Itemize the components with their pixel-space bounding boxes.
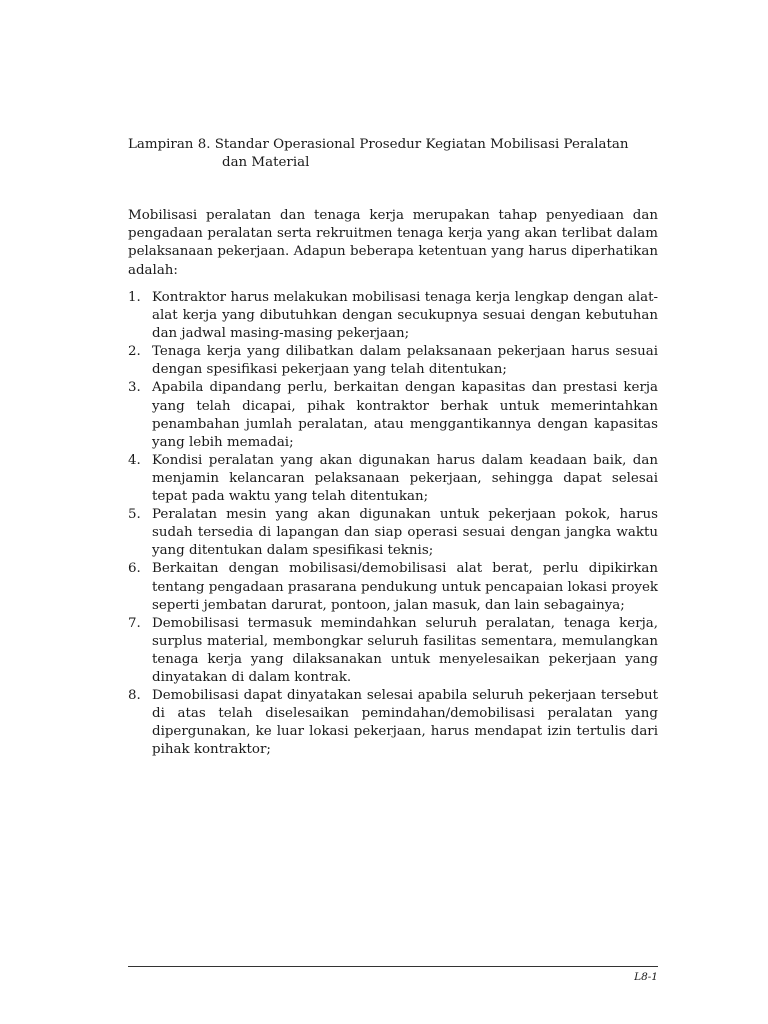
list-item-text: Demobilisasi dapat dinyatakan selesai apabila seluruh pekerjaan tersebut di atas telah diselesaikan pemindahan/demobilisasi peralatan yang dipergunakan, ke luar lokasi pekerjaan, harus mendapat izin tertulis dari pihak kontraktor; — [152, 688, 658, 758]
list-item — [128, 289, 658, 343]
page-number: L8-1 — [634, 971, 658, 983]
document-title — [128, 136, 648, 172]
list-item — [128, 687, 658, 759]
list-item — [128, 379, 658, 451]
list-item-number: 6. — [128, 561, 141, 577]
list-item-number: 4. — [128, 452, 141, 468]
list-item-number: 1. — [128, 290, 141, 305]
list-item — [128, 560, 658, 614]
list-item — [128, 506, 658, 560]
list-item-text: Kontraktor harus melakukan mobilisasi tenaga kerja lengkap dengan alat-alat kerja yang dibutuhkan dengan secukupnya sesuai dengan kebutuhan dan jadwal masing-masing pekerjaan; — [152, 290, 658, 342]
list-item-text: Berkaitan dengan mobilisasi/demobilisasi alat berat, perlu dipikirkan tentang pengadaan prasarana pendukung untuk pencapaian lokasi proyek seperti jembatan darurat, pontoon, jalan masuk, dan lain sebagainya; — [152, 561, 658, 613]
provisions-list — [128, 289, 658, 759]
list-item-text: Peralatan mesin yang akan digunakan untuk pekerjaan pokok, harus sudah tersedia di lapangan dan siap operasi sesuai dengan jangka waktu yang ditentukan dalam spesifikasi teknis; — [152, 507, 658, 559]
list-item — [128, 343, 658, 379]
list-item-text: Tenaga kerja yang dilibatkan dalam pelaksanaan pekerjaan harus sesuai dengan spesifikasi pekerjaan yang telah ditentukan; — [152, 344, 658, 378]
footer-divider — [128, 966, 658, 967]
list-item-text: Kondisi peralatan yang akan digunakan harus dalam keadaan baik, dan menjamin kelancaran pelaksanaan pekerjaan, sehingga dapat selesai tepat pada waktu yang telah ditentukan; — [152, 452, 658, 505]
list-item-number: 3. — [128, 380, 141, 396]
list-item — [128, 452, 658, 506]
list-item-number: 5. — [128, 507, 141, 523]
intro-paragraph: Mobilisasi peralatan dan tenaga kerja merupakan tahap penyediaan dan pengadaan peralatan serta rekruitmen tenaga kerja yang akan terlibat dalam pelaksanaan pekerjaan. Adapun beberapa ketentuan yang harus diperhatikan adalah: — [128, 208, 658, 278]
title-line-2: dan Material — [222, 155, 310, 170]
list-item-number: 2. — [128, 344, 141, 360]
list-item-text: Apabila dipandang perlu, berkaitan dengan kapasitas dan prestasi kerja yang telah dicapai, pihak kontraktor berhak untuk memerintahkan penambahan jumlah peralatan, atau menggantikannya dengan kapasitas yang lebih memadai; — [152, 380, 658, 450]
list-item — [128, 615, 658, 687]
list-item-number: 8. — [128, 688, 141, 704]
title-line-1: Lampiran 8. Standar Operasional Prosedur Kegiatan Mobilisasi Peralatan — [128, 137, 629, 152]
list-item-text: Demobilisasi termasuk memindahkan seluruh peralatan, tenaga kerja, surplus material, membongkar seluruh fasilitas sementara, memulangkan tenaga kerja yang dilaksanakan untuk menyelesaikan pekerjaan yang dinyatakan di dalam kontrak. — [152, 615, 658, 685]
list-item-number: 7. — [128, 615, 141, 631]
